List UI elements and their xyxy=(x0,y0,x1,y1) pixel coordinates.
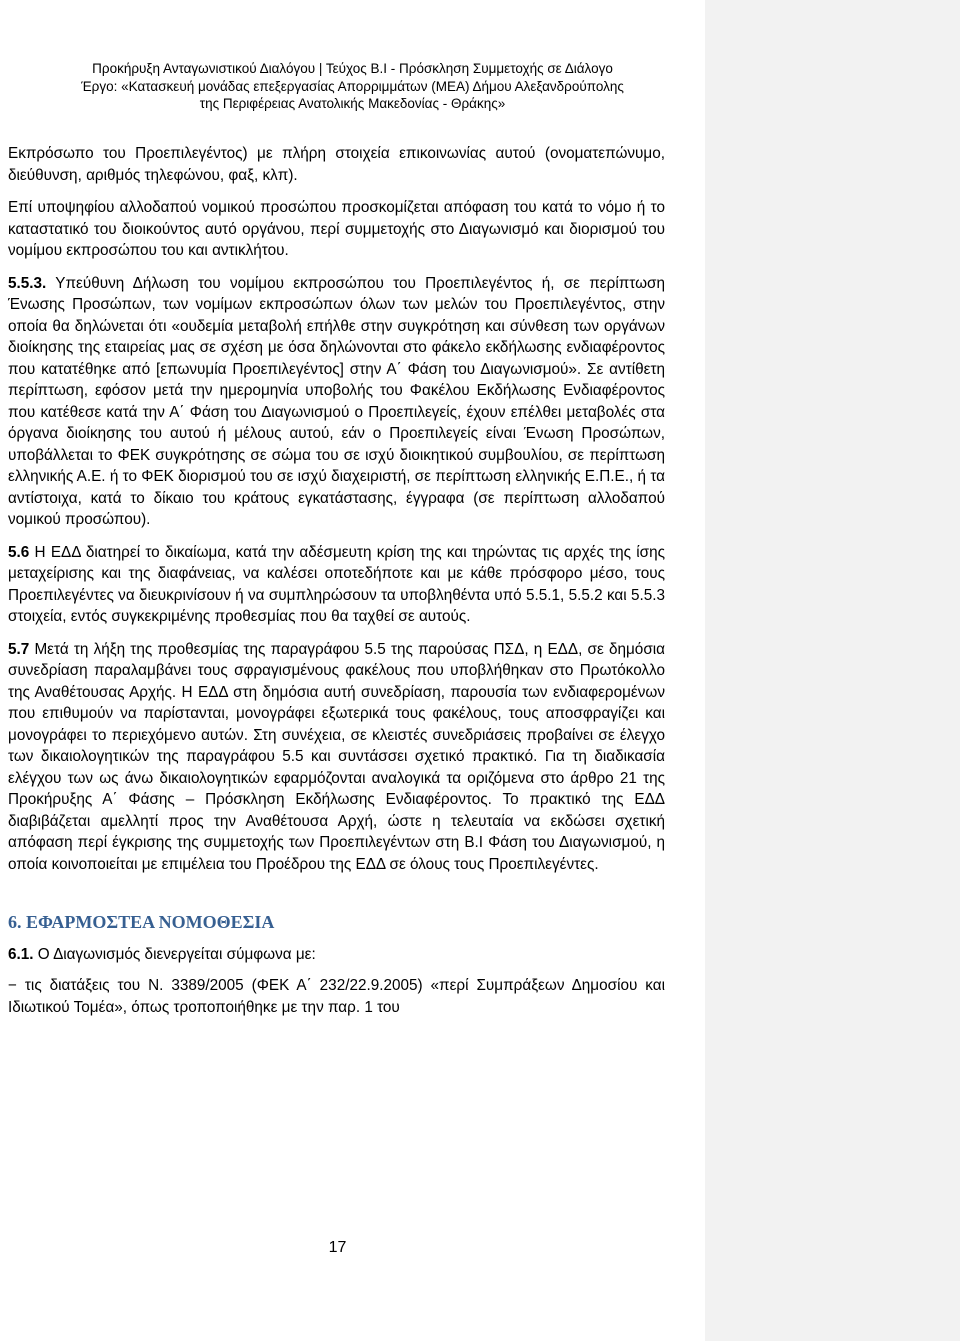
section-6-1 xyxy=(8,944,665,966)
paragraph-representative: Εκπρόσωπο του Προεπιλεγέντος) με πλήρη στοιχεία επικοινωνίας αυτού (ονοματεπώνυμο, διεύθυνση, αριθμός τηλεφώνου, φαξ, κλπ). xyxy=(8,145,665,184)
list-item: − τις διατάξεις του Ν. 3389/2005 (ΦΕΚ Α΄ 232/22.9.2005) «περί Συμπράξεων Δημοσίου και Ιδιωτικού Τομέα», όπως τροποποιήθηκε με την παρ. 1 του xyxy=(8,977,665,1016)
section-5-5-3 xyxy=(8,273,665,531)
section-5-6 xyxy=(8,542,665,628)
document-header xyxy=(0,60,705,113)
document-body xyxy=(8,143,665,1018)
header-line-1: Προκήρυξη Ανταγωνιστικού Διαλόγου | Τεύχος Β.Ι - Πρόσκληση Συμμετοχής σε Διάλογο xyxy=(92,61,613,76)
section-text: Μετά τη λήξη της προθεσμίας της παραγράφου 5.5 της παρούσας ΠΣΔ, η ΕΔΔ, σε δημόσια συνεδρίαση παραλαμβάνει τους σφραγισμένους φακέλους που υποβλήθηκαν στο Πρωτόκολλο της Αναθέτουσας Αρχής. Η ΕΔΔ στη δημόσια αυτή συνεδρίαση, παρουσία των ενδιαφερομένων που επιθυμούν να παρίστανται, μονογράφει εξωτερικά τους φακέλους, τους αποσφραγίζει και μονογράφει το περιεχόμενο αυτών. Στη συνέχεια, σε κλειστές συνεδριάσεις προβαίνει σε έλεγχο των δικαιολογητικών της παραγράφου 5.5 και συντάσσει σχετικό πρακτικό. Για τη διαδικασία ελέγχου των ως άνω δικαιολογητικών εφαρμόζονται αναλογικά τα οριζόμενα στο άρθρο 21 της Προκήρυξης Α΄ Φάσης – Πρόσκληση Εκδήλωσης Ενδιαφέροντος. Το πρακτικό της ΕΔΔ διαβιβάζεται αμελλητί προς την Αναθέτουσα Αρχή, ώστε η τελευταία να εκδώσει σχετική απόφαση περί έγκρισης της συμμετοχής των Προεπιλεγέντων στη Β.Ι Φάση του Διαγωνισμού, η οποία κοινοποιείται με επιμέλεια του Προέδρου της ΕΔΔ σε όλους τους Προεπιλεγέντες. xyxy=(8,640,665,873)
section-text: Η ΕΔΔ διατηρεί το δικαίωμα, κατά την αδέσμευτη κρίση της και τηρώντας τις αρχές της ίσης μεταχείρισης και της διαφάνειας, να καλέσει οποτεδήποτε και με κάθε πρόσφορο μέσο, τους Προεπιλεγέντες να διευκρινίσουν ή να συμπληρώσουν τα υποβληθέντα υπό 5.5.1, 5.5.2 και 5.5.3 στοιχεία, εντός συγκεκριμένης προθεσμίας που θα ταχθεί σε αυτούς. xyxy=(8,543,665,625)
header-line-2: Έργο: «Κατασκευή μονάδας επεξεργασίας Απορριμμάτων (ΜΕΑ) Δήμου Αλεξανδρούπολης xyxy=(81,78,624,94)
margin-sidebar xyxy=(705,0,960,1341)
section-5-7 xyxy=(8,639,665,876)
header-line-3: της Περιφέρειας Ανατολικής Μακεδονίας - Θράκης» xyxy=(199,96,506,111)
section-number: 5.7 xyxy=(8,640,30,658)
section-heading: 6. ΕΦΑΡΜΟΣΤΕΑ ΝΟΜΟΘΕΣΙΑ xyxy=(8,912,275,932)
section-text: Υπεύθυνη Δήλωση του νομίμου εκπροσώπου του Προεπιλεγέντος ή, σε περίπτωση Ένωσης Προσώπων, των νομίμων εκπροσώπων όλων των μελών του Προεπιλεγέντος, στην οποία θα δηλώνεται ότι «ουδεμία μεταβολή επήλθε στην συγκρότηση και σύνθεση των οργάνων διοίκησης της εταιρείας μας σε σχέση με όσα δηλώνονται στο φάκελο εκδήλωσης ενδιαφέροντος που κατατέθηκε από [επωνυμία Προεπιλεγέντος] στην Α΄ Φάση του Διαγωνισμού». Σε αντίθετη περίπτωση, εφόσον μετά την ημερομηνία υποβολής του Φακέλου Εκδήλωσης Ενδιαφέροντος που κατέθεσε κατά την Α΄ Φάση του Διαγωνισμού ο Προεπιλεγείς, έχουν επέλθει μεταβολές στα όργανα διοίκησης του αυτού ή μέλους αυτού, εάν ο Προεπιλεγείς είναι Ένωση Προσώπων, υποβάλλεται το ΦΕΚ συγκρότησης σε σώμα του σε ισχύ διοικητικού συμβουλίου, σε περίπτωση ελληνικής Α.Ε. ή το ΦΕΚ διορισμού του σε ισχύ διαχειριστή, σε περίπτωση ελληνικής Ε.Π.Ε., ή τα αντίστοιχα, κατά το δίκαιο του κράτους εγκατάστασης, έγγραφα (σε περίπτωση αλλοδαπού νομικού προσώπου). xyxy=(8,274,665,528)
page-number: 17 xyxy=(328,1239,347,1256)
section-text: Ο Διαγωνισμός διενεργείται σύμφωνα με: xyxy=(33,945,316,963)
paragraph-foreign-entity: Επί υποψηφίου αλλοδαπού νομικού προσώπου προσκομίζεται απόφαση του κατά το νόμο ή το καταστατικό του διοικούντος αυτό οργάνου, περί συμμετοχής στο Διαγωνισμό και διορισμού του νομίμου εκπροσώπου του και αντικλήτου. xyxy=(8,199,665,259)
section-number: 6.1. xyxy=(8,945,34,963)
section-number: 5.5.3. xyxy=(8,274,47,292)
section-number: 5.6 xyxy=(8,543,30,561)
